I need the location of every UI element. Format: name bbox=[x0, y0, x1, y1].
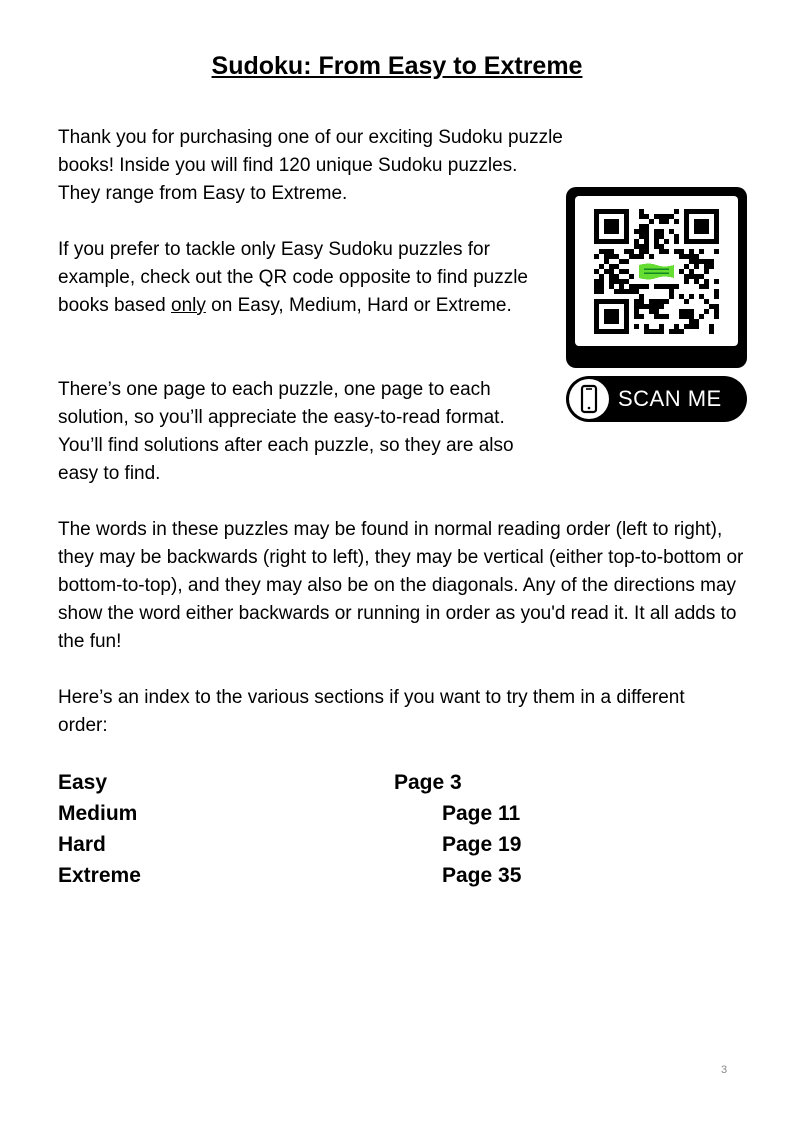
index-page-extreme: Page 35 bbox=[442, 864, 522, 887]
qr-module bbox=[679, 314, 684, 319]
qr-module bbox=[594, 289, 599, 294]
qr-module bbox=[659, 314, 664, 319]
qr-module bbox=[649, 219, 654, 224]
qr-module bbox=[659, 249, 664, 254]
qr-module bbox=[644, 229, 649, 234]
qr-module bbox=[594, 269, 599, 274]
index-page-medium: Page 11 bbox=[442, 802, 521, 825]
qr-module bbox=[689, 274, 694, 279]
index-label-extreme: Extreme bbox=[58, 864, 141, 887]
qr-module bbox=[674, 209, 679, 214]
intro-paragraph-4: The words in these puzzles may be found in normal reading order (left to right), they may be backwards (right to left), they may be vertical (either top-to-bottom or bottom-to-top), and they may also be on the diagonals. Any of the directions may show the word either backwards or running in order as you'd read it. It all adds to the fun! bbox=[58, 519, 744, 652]
qr-module bbox=[679, 254, 684, 259]
qr-module bbox=[654, 239, 659, 244]
qr-module bbox=[604, 259, 609, 264]
qr-module bbox=[659, 284, 664, 289]
qr-module bbox=[654, 309, 659, 314]
qr-code-icon[interactable] bbox=[594, 209, 719, 334]
p2-text-after: on Easy, Medium, Hard or Extreme. bbox=[205, 295, 512, 316]
intro-paragraph-2 bbox=[58, 236, 553, 320]
qr-module bbox=[704, 284, 709, 289]
index-label-easy: Easy bbox=[58, 771, 108, 794]
qr-module bbox=[669, 294, 674, 299]
qr-module bbox=[634, 304, 639, 309]
qr-module bbox=[659, 329, 664, 334]
page-title: Sudoku: From Easy to Extreme bbox=[211, 52, 583, 80]
qr-module bbox=[654, 304, 659, 309]
qr-module bbox=[619, 269, 624, 274]
qr-module bbox=[704, 279, 709, 284]
qr-module bbox=[664, 214, 669, 219]
qr-module bbox=[684, 279, 689, 284]
scan-me-label: SCAN ME bbox=[618, 386, 722, 411]
p2-underlined-word: only bbox=[171, 295, 206, 316]
qr-module bbox=[639, 254, 644, 259]
qr-module bbox=[609, 279, 614, 284]
qr-finder-bottom-left bbox=[594, 299, 629, 334]
qr-module bbox=[639, 249, 644, 254]
qr-module bbox=[629, 274, 634, 279]
qr-module bbox=[714, 294, 719, 299]
qr-module bbox=[599, 284, 604, 289]
qr-module bbox=[619, 259, 624, 264]
qr-module bbox=[634, 229, 639, 234]
intro-paragraph-3: There’s one page to each puzzle, one page to each solution, so you’ll appreciate the easy-to-read format. You’ll find solutions after each puzzle, so they are also easy to find. bbox=[58, 379, 514, 484]
qr-module bbox=[644, 284, 649, 289]
qr-module bbox=[699, 249, 704, 254]
intro-paragraph-1: Thank you for purchasing one of our exciting Sudoku puzzle books! Inside you will find 120 unique Sudoku puzzles. They range from Easy to Extreme. bbox=[58, 127, 563, 204]
qr-module bbox=[634, 239, 639, 244]
qr-module bbox=[704, 269, 709, 274]
qr-module bbox=[639, 294, 644, 299]
qr-module bbox=[599, 289, 604, 294]
qr-module bbox=[679, 294, 684, 299]
qr-module bbox=[634, 299, 639, 304]
qr-module bbox=[609, 274, 614, 279]
qr-module bbox=[659, 304, 664, 309]
qr-module bbox=[694, 279, 699, 284]
qr-module bbox=[669, 289, 674, 294]
qr-module bbox=[644, 224, 649, 229]
qr-module bbox=[644, 329, 649, 334]
qr-module bbox=[679, 269, 684, 274]
qr-module bbox=[654, 229, 659, 234]
qr-module bbox=[644, 214, 649, 219]
qr-module bbox=[714, 279, 719, 284]
qr-module bbox=[639, 209, 644, 214]
qr-module bbox=[674, 329, 679, 334]
qr-module bbox=[709, 304, 714, 309]
qr-module bbox=[654, 329, 659, 334]
qr-module bbox=[604, 269, 609, 274]
qr-module bbox=[599, 274, 604, 279]
qr-module bbox=[609, 254, 614, 259]
qr-module bbox=[659, 234, 664, 239]
qr-module bbox=[694, 324, 699, 329]
qr-module bbox=[674, 239, 679, 244]
qr-module bbox=[639, 229, 644, 234]
qr-module bbox=[604, 249, 609, 254]
qr-module bbox=[709, 259, 714, 264]
qr-module bbox=[709, 329, 714, 334]
qr-module bbox=[659, 244, 664, 249]
qr-module bbox=[649, 329, 654, 334]
qr-module bbox=[624, 249, 629, 254]
qr-module bbox=[614, 264, 619, 269]
qr-module bbox=[654, 244, 659, 249]
qr-module bbox=[664, 299, 669, 304]
qr-module bbox=[654, 234, 659, 239]
qr-module bbox=[649, 254, 654, 259]
page-number: 3 bbox=[721, 1064, 728, 1076]
qr-module bbox=[659, 214, 664, 219]
qr-module bbox=[634, 324, 639, 329]
qr-module bbox=[704, 264, 709, 269]
qr-module bbox=[634, 289, 639, 294]
qr-module bbox=[694, 254, 699, 259]
qr-module bbox=[699, 314, 704, 319]
qr-module bbox=[699, 284, 704, 289]
qr-module bbox=[694, 264, 699, 269]
qr-center-logo bbox=[637, 262, 677, 282]
qr-module bbox=[664, 284, 669, 289]
qr-module bbox=[674, 234, 679, 239]
qr-module bbox=[629, 289, 634, 294]
phone-icon bbox=[568, 378, 610, 420]
qr-module bbox=[714, 314, 719, 319]
qr-finder-top-right bbox=[684, 209, 719, 244]
qr-module bbox=[629, 249, 634, 254]
qr-module bbox=[619, 289, 624, 294]
qr-module bbox=[639, 214, 644, 219]
qr-module bbox=[639, 304, 644, 309]
qr-module bbox=[649, 299, 654, 304]
qr-module bbox=[644, 249, 649, 254]
qr-module bbox=[684, 264, 689, 269]
qr-module bbox=[629, 254, 634, 259]
qr-module bbox=[609, 249, 614, 254]
qr-module bbox=[639, 314, 644, 319]
qr-module bbox=[679, 329, 684, 334]
qr-module bbox=[654, 214, 659, 219]
qr-code-frame[interactable] bbox=[566, 187, 747, 368]
qr-module bbox=[639, 244, 644, 249]
p2-text-before: If you prefer to tackle only Easy Sudoku puzzles for example, check out the QR code opposite to find puzzle books based bbox=[58, 239, 528, 316]
qr-module bbox=[674, 219, 679, 224]
qr-module bbox=[604, 254, 609, 259]
qr-module bbox=[664, 239, 669, 244]
qr-module bbox=[654, 284, 659, 289]
qr-finder-top-left bbox=[594, 209, 629, 244]
qr-module bbox=[679, 309, 684, 314]
qr-module bbox=[689, 309, 694, 314]
qr-module bbox=[614, 274, 619, 279]
qr-module bbox=[699, 259, 704, 264]
qr-module bbox=[674, 249, 679, 254]
index-label-hard: Hard bbox=[58, 833, 106, 856]
qr-module bbox=[644, 324, 649, 329]
qr-module bbox=[704, 309, 709, 314]
qr-module bbox=[609, 269, 614, 274]
qr-module bbox=[649, 304, 654, 309]
qr-module bbox=[634, 244, 639, 249]
qr-module bbox=[639, 299, 644, 304]
qr-module bbox=[709, 264, 714, 269]
qr-module bbox=[704, 259, 709, 264]
qr-module bbox=[644, 244, 649, 249]
qr-module bbox=[599, 249, 604, 254]
qr-module bbox=[624, 269, 629, 274]
qr-module bbox=[679, 249, 684, 254]
qr-module bbox=[594, 254, 599, 259]
qr-module bbox=[689, 294, 694, 299]
qr-module bbox=[684, 299, 689, 304]
qr-module bbox=[634, 314, 639, 319]
qr-module bbox=[634, 309, 639, 314]
qr-module bbox=[639, 234, 644, 239]
qr-module bbox=[624, 289, 629, 294]
qr-module bbox=[669, 284, 674, 289]
qr-module bbox=[594, 279, 599, 284]
qr-module bbox=[689, 259, 694, 264]
qr-module bbox=[619, 279, 624, 284]
qr-module bbox=[644, 234, 649, 239]
qr-module bbox=[714, 249, 719, 254]
qr-module bbox=[659, 219, 664, 224]
qr-module bbox=[684, 309, 689, 314]
qr-module bbox=[689, 319, 694, 324]
qr-module bbox=[659, 299, 664, 304]
qr-module bbox=[664, 219, 669, 224]
qr-module bbox=[664, 314, 669, 319]
qr-module bbox=[644, 239, 649, 244]
qr-module bbox=[709, 324, 714, 329]
index-page-hard: Page 19 bbox=[442, 833, 522, 856]
qr-module bbox=[684, 324, 689, 329]
qr-module bbox=[694, 319, 699, 324]
qr-module bbox=[684, 254, 689, 259]
qr-module bbox=[594, 284, 599, 289]
qr-module bbox=[639, 224, 644, 229]
qr-module bbox=[634, 284, 639, 289]
qr-module bbox=[714, 309, 719, 314]
qr-module bbox=[639, 284, 644, 289]
qr-module bbox=[664, 249, 669, 254]
qr-module bbox=[609, 264, 614, 269]
qr-module bbox=[714, 304, 719, 309]
qr-module bbox=[669, 329, 674, 334]
qr-module bbox=[684, 314, 689, 319]
qr-module bbox=[674, 284, 679, 289]
qr-code-background bbox=[575, 196, 738, 346]
qr-module bbox=[614, 289, 619, 294]
qr-module bbox=[644, 304, 649, 309]
qr-module bbox=[689, 324, 694, 329]
qr-module bbox=[689, 269, 694, 274]
qr-module bbox=[654, 314, 659, 319]
qr-module bbox=[609, 284, 614, 289]
qr-module bbox=[694, 274, 699, 279]
qr-module bbox=[669, 214, 674, 219]
scan-me-badge[interactable] bbox=[566, 376, 747, 422]
qr-module bbox=[689, 314, 694, 319]
qr-module bbox=[634, 254, 639, 259]
qr-module bbox=[694, 259, 699, 264]
qr-module bbox=[624, 279, 629, 284]
qr-module bbox=[699, 274, 704, 279]
index-label-medium: Medium bbox=[58, 802, 138, 825]
qr-module bbox=[624, 259, 629, 264]
qr-module bbox=[614, 279, 619, 284]
qr-module bbox=[614, 254, 619, 259]
qr-module bbox=[659, 229, 664, 234]
qr-module bbox=[689, 254, 694, 259]
qr-module bbox=[659, 324, 664, 329]
qr-module bbox=[649, 309, 654, 314]
qr-module bbox=[599, 264, 604, 269]
index-page-easy: Page 3 bbox=[394, 771, 462, 794]
qr-module bbox=[599, 279, 604, 284]
qr-module bbox=[619, 284, 624, 289]
qr-module bbox=[684, 274, 689, 279]
qr-module bbox=[674, 324, 679, 329]
qr-module bbox=[689, 249, 694, 254]
qr-module bbox=[669, 229, 674, 234]
qr-module bbox=[704, 299, 709, 304]
qr-module bbox=[699, 294, 704, 299]
qr-module bbox=[629, 284, 634, 289]
qr-module bbox=[714, 289, 719, 294]
qr-module bbox=[654, 299, 659, 304]
intro-paragraph-5: Here’s an index to the various sections if you want to try them in a different order: bbox=[58, 687, 685, 736]
